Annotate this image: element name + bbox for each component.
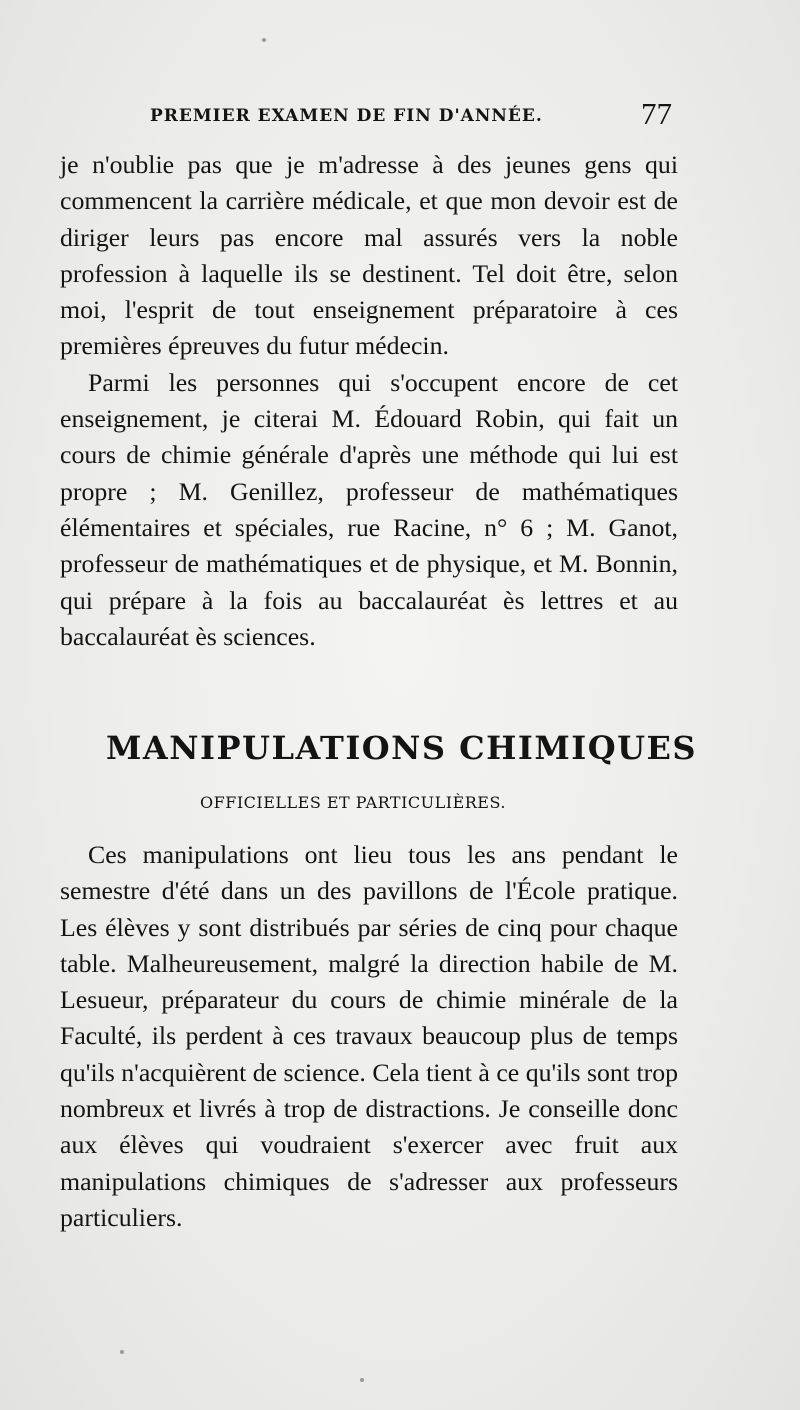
section-title: MANIPULATIONS CHIMIQUES xyxy=(106,729,698,767)
paper-speck xyxy=(120,1350,124,1354)
section-subtitle: OFFICIELLES ET PARTICULIÈRES. xyxy=(200,793,506,812)
paragraph: Ces manipulations ont lieu tous les ans pendant le semestre d'été dans un des pavillons de l'École pratique. Les élèves y sont distribués par séries de cinq pour chaque table. Malheureusement, malgré la direction habile de M. Lesueur, préparateur du cours de chimie minérale de la Faculté, ils perdent à ces travaux beaucoup plus de temps qu'ils n'acquièrent de science. Cela tient à ce qu'ils sont trop nombreux et livrés à trop de distractions. Je conseille donc aux élèves qui voudraient s'exercer avec fruit aux manipulations chimiques de s'adresser aux professeurs particuliers. xyxy=(60,840,678,1232)
paper-speck xyxy=(360,1378,364,1382)
paragraph: Parmi les personnes qui s'occupent encore de cet enseignement, je citerai M. Édouard Robin, qui fait un cours de chimie générale d'après une méthode qui lui est propre ; M. Genillez, professeur de mathématiques élémentaires et spéciales, rue Racine, n° 6 ; M. Ganot, professeur de mathématiques et de physique, et M. Bonnin, qui prépare à la fois au baccalauréat ès lettres et au baccalauréat ès sciences. xyxy=(60,367,678,651)
paper-speck xyxy=(262,38,266,42)
page-number: 77 xyxy=(641,96,672,131)
body-text-top xyxy=(60,147,678,655)
paragraph-continued: je n'oublie pas que je m'adresse à des jeunes gens qui commencent la carrière médicale, et que mon devoir est de diriger leurs pas encore mal assurés vers la noble profession à laquelle ils se destinent. Tel doit être, selon moi, l'esprit de tout enseignement préparatoire à ces premières épreuves du futur médecin. xyxy=(60,150,678,361)
body-text-bottom xyxy=(60,837,678,1236)
running-head: PREMIER EXAMEN DE FIN D'ANNÉE. xyxy=(150,106,543,126)
page-header xyxy=(60,96,672,136)
